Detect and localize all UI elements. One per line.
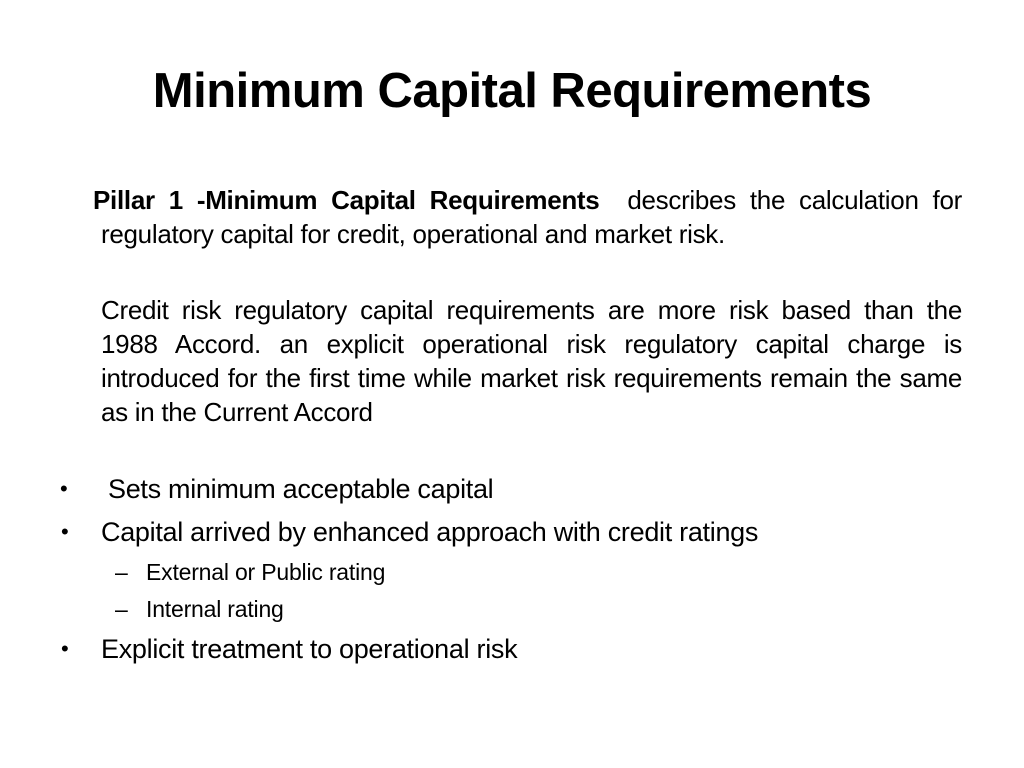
bullet-icon: • xyxy=(60,476,68,501)
bullet-item xyxy=(61,515,759,549)
bullet-icon: • xyxy=(61,519,69,544)
bullet-text: Capital arrived by enhanced approach with credit ratings xyxy=(101,517,759,547)
dash-icon: – xyxy=(115,596,128,622)
sub-bullet-item xyxy=(115,557,386,587)
paragraph-credit-risk: Credit risk regulatory capital requirements are more risk based than the 1988 Accord. an explicit operational risk regulatory capital charge is introduced for the first time while market risk requirements remain the same as in the Current Accord xyxy=(101,295,962,427)
paragraph-rest: describes the calculation for regulatory capital for credit, operational and market risk. xyxy=(101,185,962,249)
sub-bullet-text: Internal rating xyxy=(146,596,284,622)
sub-bullet-text: External or Public rating xyxy=(146,559,386,585)
bullet-text: Explicit treatment to operational risk xyxy=(101,634,518,664)
dash-icon: – xyxy=(115,559,128,585)
bullet-text: Sets minimum acceptable capital xyxy=(108,474,494,504)
paragraph-lead-bold: Pillar 1 -Minimum Capital Requirements xyxy=(93,185,600,215)
bullet-icon: • xyxy=(61,636,69,661)
paragraph-pillar-1 xyxy=(93,183,962,251)
bullet-item xyxy=(60,472,494,506)
slide-title: Minimum Capital Requirements xyxy=(152,64,872,118)
sub-bullet-item xyxy=(115,594,284,624)
bullet-item xyxy=(61,632,518,666)
